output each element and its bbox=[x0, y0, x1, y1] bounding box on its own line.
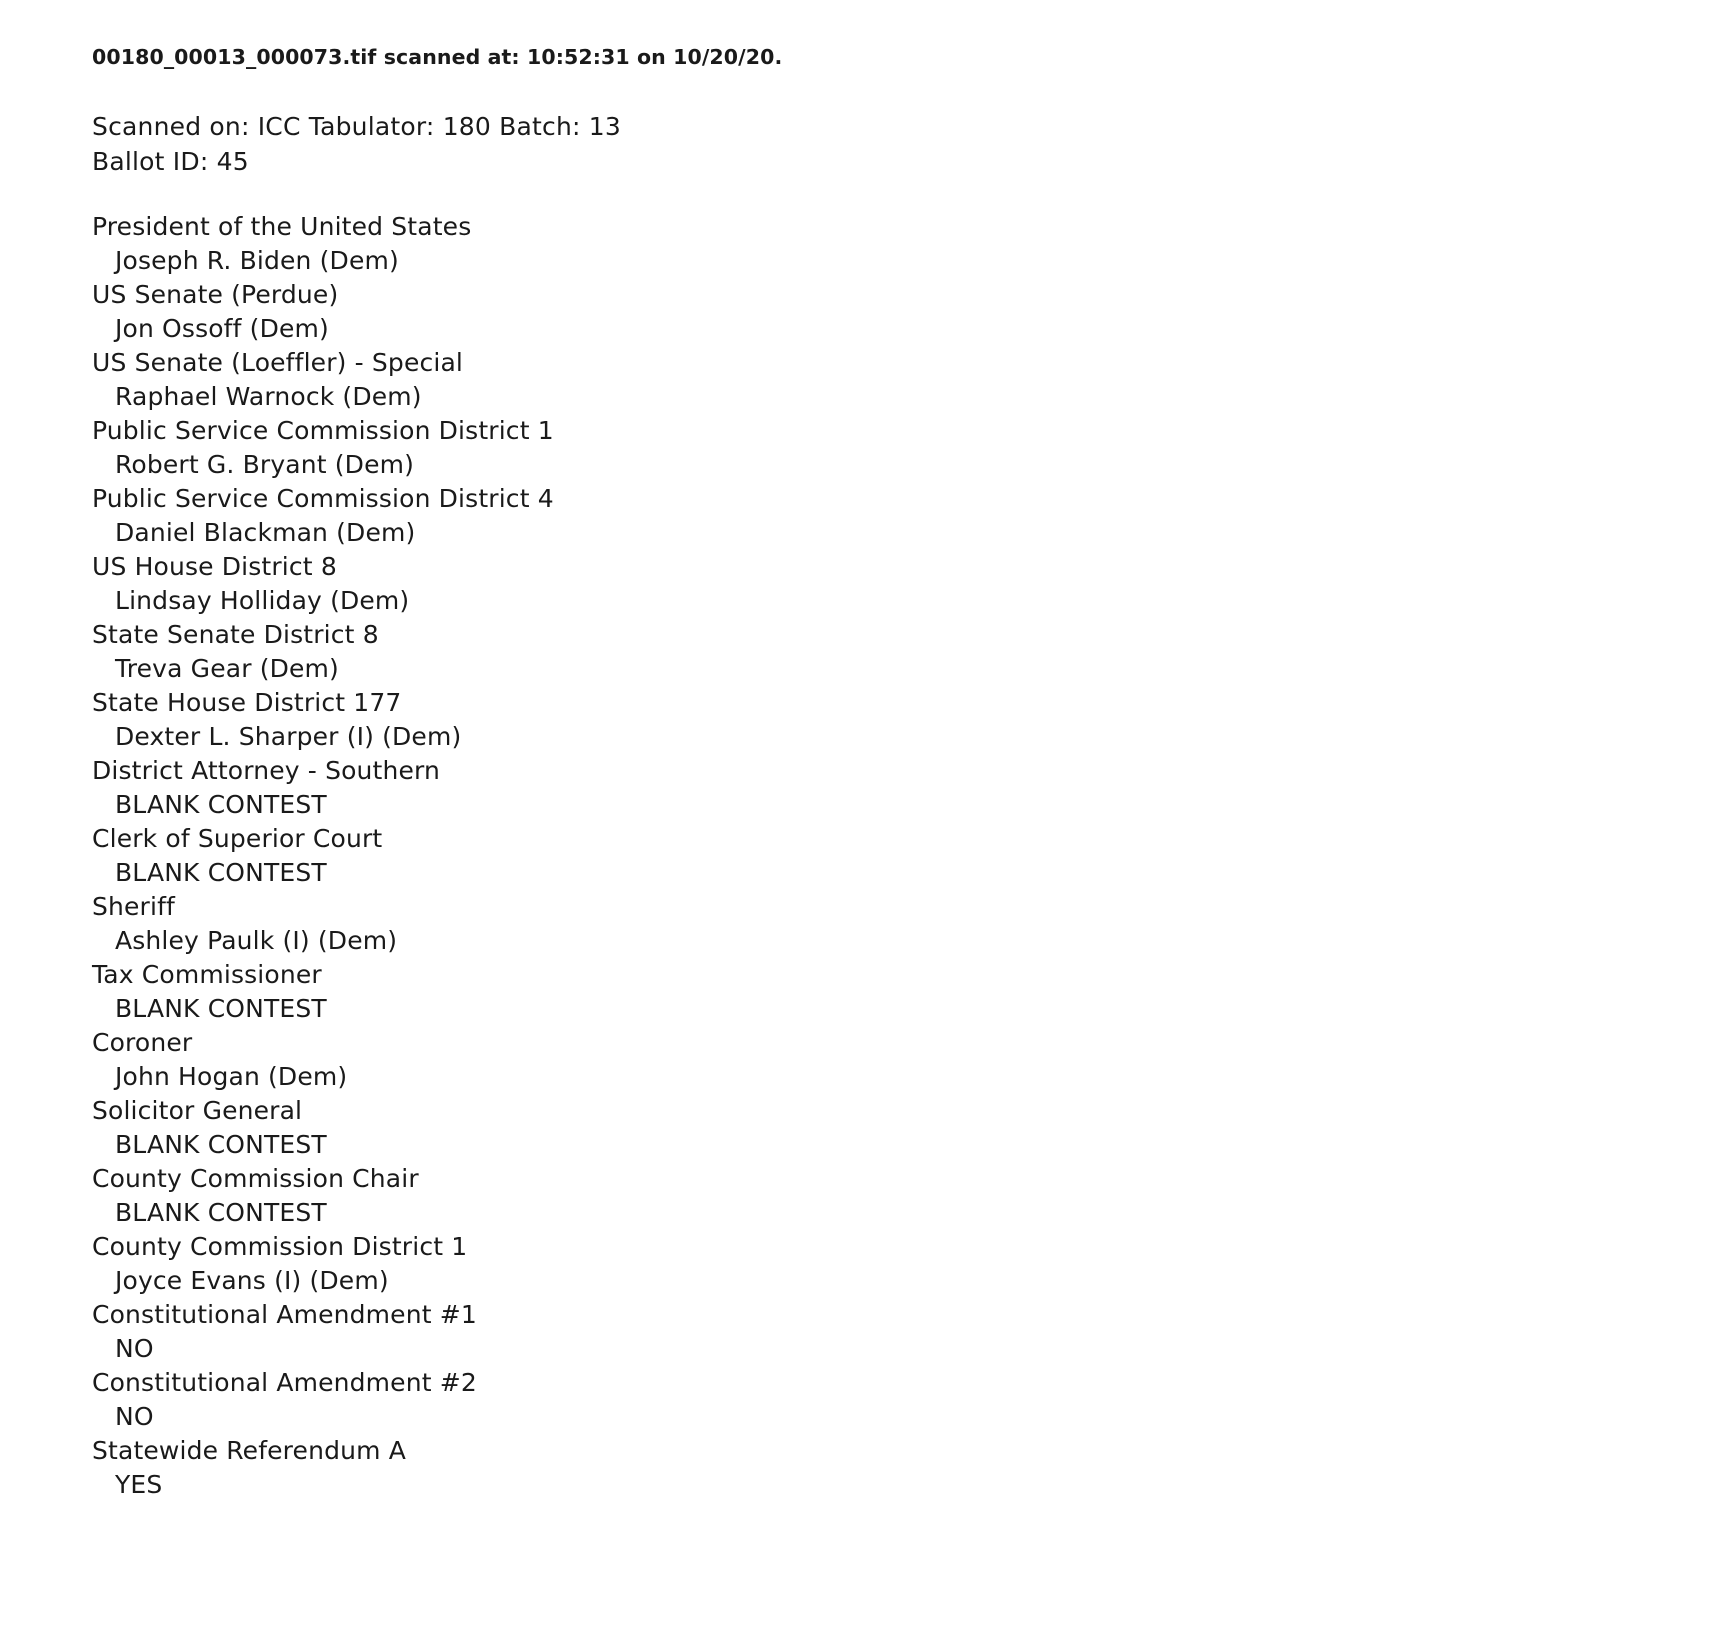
contest-title: Public Service Commission District 1 bbox=[92, 415, 554, 445]
contest-title: Public Service Commission District 4 bbox=[92, 483, 554, 513]
contest-entry bbox=[92, 346, 1713, 414]
contest-entry bbox=[92, 1230, 1713, 1298]
contest-entry bbox=[92, 958, 1713, 1026]
contest-choice: Raphael Warnock (Dem) bbox=[115, 381, 422, 411]
contest-entry bbox=[92, 754, 1713, 822]
contest-choice: Dexter L. Sharper (I) (Dem) bbox=[115, 721, 462, 751]
contest-entry bbox=[92, 1298, 1713, 1366]
contest-choice: NO bbox=[115, 1333, 154, 1363]
contest-entry bbox=[92, 686, 1713, 754]
contest-choice: Lindsay Holliday (Dem) bbox=[115, 585, 410, 615]
contest-entry bbox=[92, 1366, 1713, 1434]
contest-choice: BLANK CONTEST bbox=[115, 857, 327, 887]
contest-entry bbox=[92, 1094, 1713, 1162]
contest-entry bbox=[92, 210, 1713, 278]
contest-choice: Treva Gear (Dem) bbox=[115, 653, 339, 683]
contest-choice: YES bbox=[115, 1469, 163, 1499]
contest-title: Coroner bbox=[92, 1027, 193, 1057]
contest-title: County Commission District 1 bbox=[92, 1231, 468, 1261]
contest-title: President of the United States bbox=[92, 211, 472, 241]
scan-timestamp: scanned at: 10:52:31 on 10/20/20. bbox=[376, 45, 783, 69]
contest-choice: John Hogan (Dem) bbox=[115, 1061, 348, 1091]
contest-title: County Commission Chair bbox=[92, 1163, 419, 1193]
contest-entry bbox=[92, 1026, 1713, 1094]
contest-entry bbox=[92, 278, 1713, 346]
contest-entry bbox=[92, 550, 1713, 618]
contest-entry bbox=[92, 618, 1713, 686]
contest-entry bbox=[92, 890, 1713, 958]
contest-title: Statewide Referendum A bbox=[92, 1435, 406, 1465]
contest-choice: Robert G. Bryant (Dem) bbox=[115, 449, 415, 479]
contest-title: Sheriff bbox=[92, 891, 175, 921]
contest-title: State House District 177 bbox=[92, 687, 402, 717]
contest-choice: Joyce Evans (I) (Dem) bbox=[115, 1265, 389, 1295]
contest-entry bbox=[92, 482, 1713, 550]
contest-choice: NO bbox=[115, 1401, 154, 1431]
scan-filename: 00180_00013_000073.tif bbox=[92, 45, 377, 69]
contest-list bbox=[92, 210, 1713, 1502]
contest-title: US Senate (Perdue) bbox=[92, 279, 339, 309]
contest-choice: BLANK CONTEST bbox=[115, 789, 327, 819]
ballot-id-line: Ballot ID: 45 bbox=[92, 147, 249, 177]
contest-choice: BLANK CONTEST bbox=[115, 1197, 327, 1227]
contest-choice: BLANK CONTEST bbox=[115, 993, 327, 1023]
contest-choice: BLANK CONTEST bbox=[115, 1129, 327, 1159]
contest-title: Constitutional Amendment #2 bbox=[92, 1367, 477, 1397]
contest-title: Tax Commissioner bbox=[92, 959, 322, 989]
contest-choice: Jon Ossoff (Dem) bbox=[115, 313, 329, 343]
contest-entry bbox=[92, 414, 1713, 482]
contest-title: US Senate (Loeffler) - Special bbox=[92, 347, 464, 377]
contest-title: Constitutional Amendment #1 bbox=[92, 1299, 477, 1329]
contest-title: Solicitor General bbox=[92, 1095, 303, 1125]
contest-entry bbox=[92, 1434, 1713, 1502]
contest-entry bbox=[92, 822, 1713, 890]
contest-title: State Senate District 8 bbox=[92, 619, 379, 649]
contest-choice: Ashley Paulk (I) (Dem) bbox=[115, 925, 398, 955]
contest-title: District Attorney - Southern bbox=[92, 755, 440, 785]
contest-entry bbox=[92, 1162, 1713, 1230]
contest-title: Clerk of Superior Court bbox=[92, 823, 383, 853]
contest-choice: Joseph R. Biden (Dem) bbox=[115, 245, 399, 275]
scan-header-line bbox=[92, 44, 1713, 71]
scan-source-line: Scanned on: ICC Tabulator: 180 Batch: 13 bbox=[92, 111, 622, 141]
ballot-meta-block bbox=[92, 109, 1713, 180]
contest-title: US House District 8 bbox=[92, 551, 337, 581]
contest-choice: Daniel Blackman (Dem) bbox=[115, 517, 416, 547]
